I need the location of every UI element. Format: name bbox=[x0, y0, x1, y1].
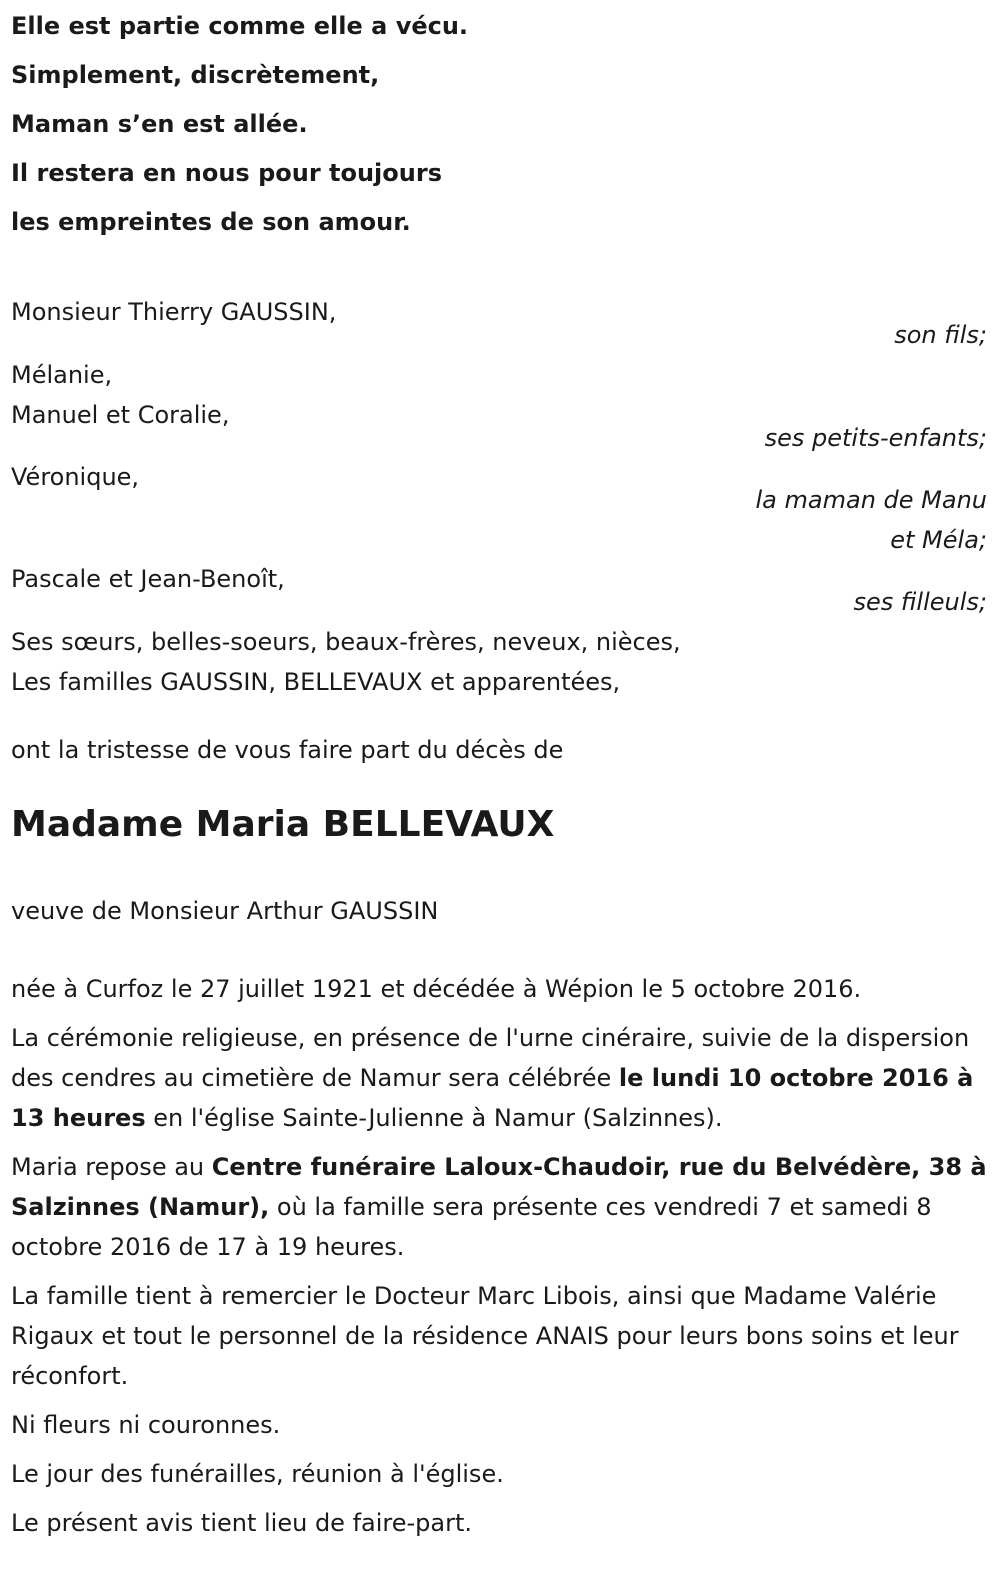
family-list bbox=[11, 292, 987, 702]
meeting-info: Le jour des funérailles, réunion à l'église. bbox=[11, 1460, 504, 1488]
poem-line: Simplement, discrètement, bbox=[11, 61, 380, 89]
family-name: Pascale et Jean-Benoît, bbox=[11, 565, 285, 593]
family-relation: la maman de Manu bbox=[755, 486, 987, 514]
thanks: La famille tient à remercier le Docteur Marc Libois, ainsi que Madame Valérie Rigaux et tout le personnel de la résidence ANAIS pour leurs bons soins et leur réconfort. bbox=[11, 1282, 959, 1390]
deceased-name: Madame Maria BELLEVAUX bbox=[11, 804, 555, 845]
rest-text: Maria repose au bbox=[11, 1153, 212, 1181]
rest-info bbox=[11, 1147, 987, 1267]
ceremony-date: le lundi 10 octobre 2016 à 13 heures bbox=[11, 1064, 974, 1132]
family-relation: et Méla; bbox=[890, 526, 987, 554]
family-name: Manuel et Coralie, bbox=[11, 401, 230, 429]
family-relation: ses petits-enfants; bbox=[764, 424, 987, 452]
family-group-son bbox=[11, 292, 987, 355]
family-relation: ses filleuls; bbox=[853, 588, 987, 616]
family-name: Mélanie, bbox=[11, 361, 113, 389]
poem-line: Elle est partie comme elle a vécu. bbox=[11, 12, 469, 40]
funeral-home: Centre funéraire Laloux-Chaudoir, rue du Belvédère, 38 à Salzinnes (Namur), bbox=[11, 1153, 987, 1221]
ceremony-text: La cérémonie religieuse, en présence de l'urne cinéraire, suivie de la dispersion des cendres au cimetière de Namur sera célébrée bbox=[11, 1024, 970, 1092]
family-name: Monsieur Thierry GAUSSIN, bbox=[11, 298, 337, 326]
family-group-grandchildren bbox=[11, 355, 987, 457]
poem-line: Maman s’en est allée. bbox=[11, 110, 308, 138]
family-name: Véronique, bbox=[11, 463, 140, 491]
poem-line: Il restera en nous pour toujours bbox=[11, 159, 442, 187]
notice-body bbox=[11, 969, 987, 1543]
ceremony-place: en l'église Sainte-Julienne à Namur (Salzinnes). bbox=[145, 1104, 723, 1132]
ceremony-info bbox=[11, 1018, 987, 1138]
visiting-hours: où la famille sera présente ces vendredi 7 et samedi 8 octobre 2016 de 17 à 19 heures. bbox=[11, 1193, 932, 1261]
no-flowers: Ni fleurs ni couronnes. bbox=[11, 1411, 281, 1439]
family-group-others bbox=[11, 622, 987, 702]
family-relation: son fils; bbox=[894, 321, 987, 349]
obituary-notice bbox=[11, 0, 987, 1552]
birth-death: née à Curfoz le 27 juillet 1921 et décédée à Wépion le 5 octobre 2016. bbox=[11, 975, 862, 1003]
family-name: Ses sœurs, belles-soeurs, beaux-frères, neveux, nièces, bbox=[11, 628, 681, 656]
announcement: ont la tristesse de vous faire part du décès de bbox=[11, 736, 564, 764]
family-group-godchildren bbox=[11, 559, 987, 622]
widow-of: veuve de Monsieur Arthur GAUSSIN bbox=[11, 897, 439, 925]
poem-line: les empreintes de son amour. bbox=[11, 208, 411, 236]
poem bbox=[11, 0, 987, 254]
notice-statement: Le présent avis tient lieu de faire-part. bbox=[11, 1509, 473, 1537]
family-name: Les familles GAUSSIN, BELLEVAUX et apparentées, bbox=[11, 668, 621, 696]
family-group-mother bbox=[11, 457, 987, 559]
